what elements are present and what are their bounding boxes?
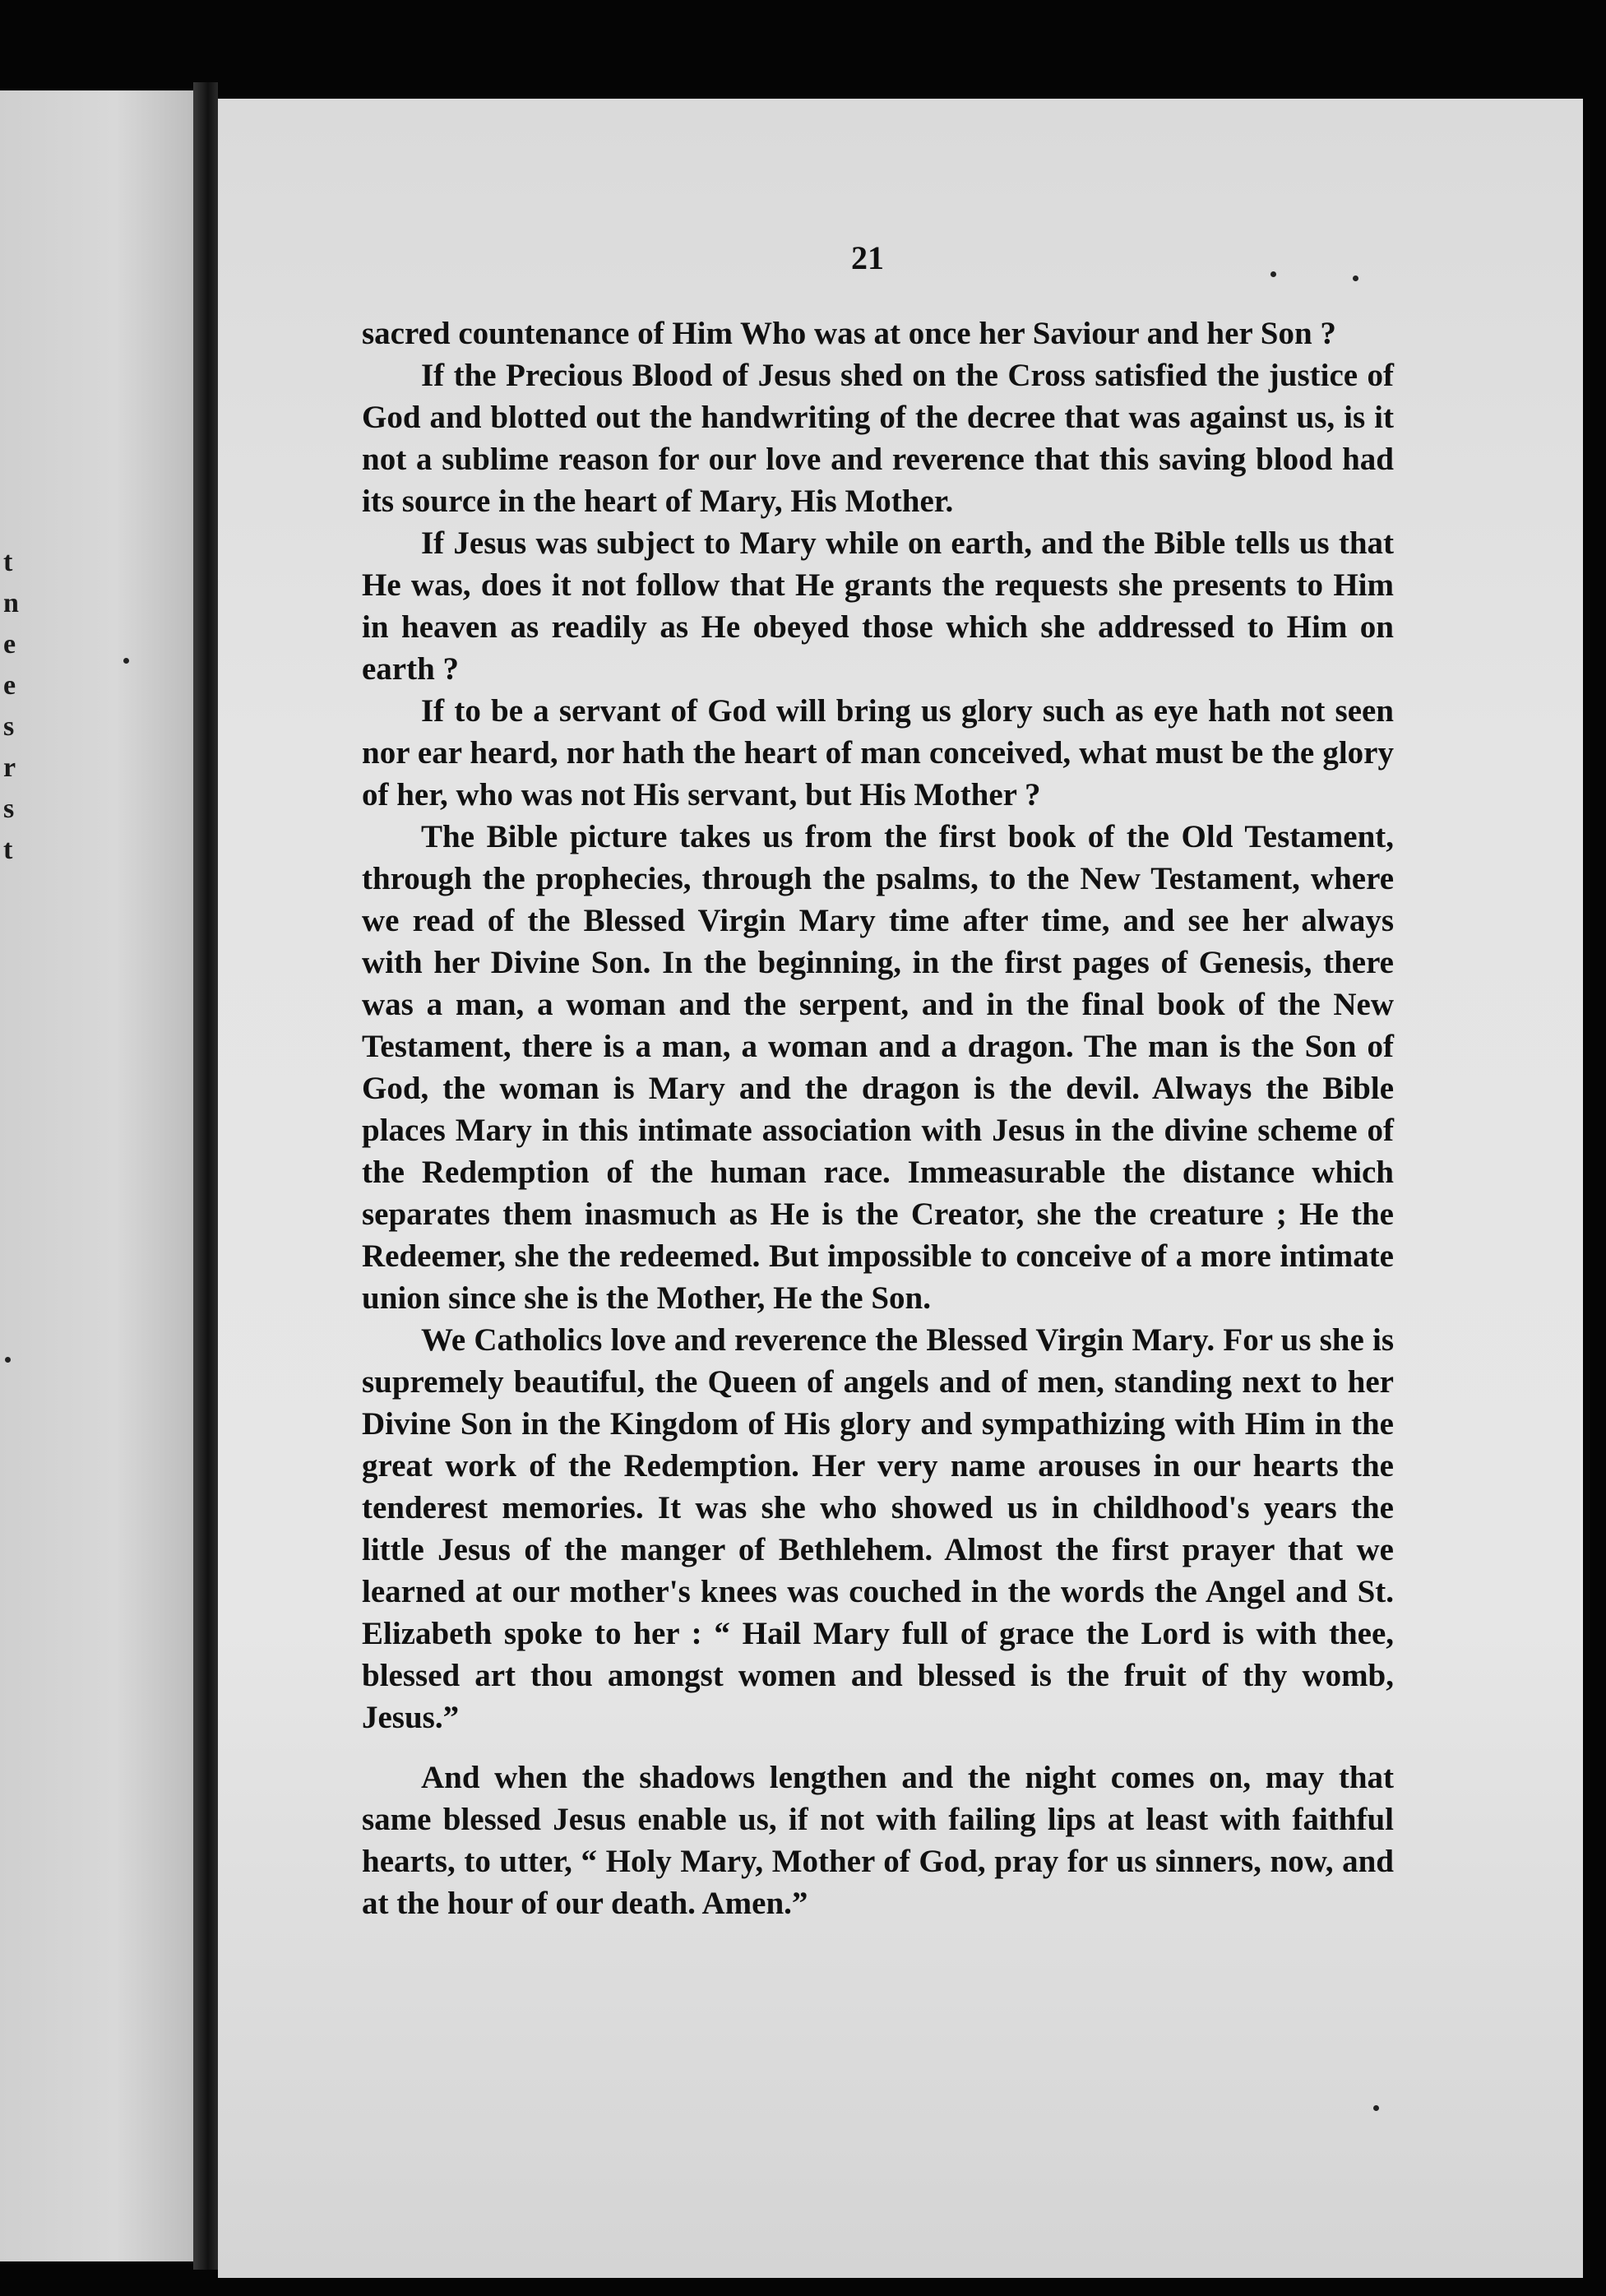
edge-letter: n: [3, 588, 19, 618]
edge-letter: e: [3, 629, 16, 660]
paragraph: We Catholics love and reverence the Blessed Virgin Mary. For us she is supremely beautiful, the Queen of angels and of men, standing next to her Divine Son in the Kingdom of His glory and sympathizing with Him in the great work of the Redemption. Her very name arouses in our hearts the tenderest memories. It was she who showed us in childhood's years the little Jesus of the manger of Bethlehem. Almost the first prayer that we learned at our mother's knees was couched in the words the Angel and St. Elizabeth spoke to her : “ Hail Mary full of grace the Lord is with thee, blessed art thou amongst women and blessed is the fruit of thy womb, Jesus.”: [362, 1322, 1394, 1735]
edge-letter: r: [3, 752, 16, 783]
ink-speck: [1353, 275, 1358, 281]
paragraph: The Bible picture takes us from the first book of the Old Testament, through the prophecies, through the psalms, to the New Testament, where we read of the Blessed Virgin Mary time after time, and see her always with her Divine Son. In the beginning, in the first pages of Genesis, there was a man, a woman and the serpent, and in the final book of the New Testament, there is a man, a woman and a dragon. The man is the Son of God, the woman is Mary and the dragon is the devil. Always the Bible places Mary in this intimate association with Jesus in the divine scheme of the Redemption of the human race. Immeasurable the distance which separates them inasmuch as He is the Creator, she the creature ; He the Redeemer, she the redeemed. But impossible to conceive of a more intimate union since she is the Mother, He the Son.: [362, 819, 1394, 1316]
edge-letter: t: [3, 835, 13, 865]
book-gutter: [193, 82, 218, 2270]
paragraph: If Jesus was subject to Mary while on earth, and the Bible tells us that He was, does it not follow that He grants the requests she presents to Him in heaven as readily as He obeyed those which she addressed to Him on earth ?: [362, 525, 1394, 687]
ink-speck: [1373, 2105, 1379, 2111]
paragraph: If to be a servant of God will bring us glory such as eye hath not seen nor ear heard, nor hath the heart of man conceived, what must be the glory of her, who was not His servant, but His Mother ?: [362, 693, 1394, 812]
page-number: 21: [851, 239, 884, 276]
ink-speck: [123, 658, 129, 664]
facing-page-edge: [0, 90, 193, 2261]
edge-letter: t: [3, 547, 13, 577]
edge-letter: s: [3, 794, 15, 824]
page-text: [362, 312, 1394, 1924]
ink-speck: [1270, 271, 1276, 277]
edge-letter: e: [3, 670, 16, 701]
paragraph: And when the shadows lengthen and the night comes on, may that same blessed Jesus enable us, if not with failing lips at least with faithful hearts, to utter, “ Holy Mary, Mother of God, pray for us sinners, now, and at the hour of our death. Amen.”: [362, 1760, 1394, 1921]
edge-letter: s: [3, 711, 15, 742]
paragraph: If the Precious Blood of Jesus shed on the Cross satisfied the justice of God and blotted out the handwriting of the decree that was against us, is it not a sublime reason for our love and reverence that this saving blood had its source in the heart of Mary, His Mother.: [362, 358, 1394, 519]
paragraph: sacred countenance of Him Who was at once her Saviour and her Son ?: [362, 316, 1336, 351]
ink-speck: [5, 1357, 11, 1363]
